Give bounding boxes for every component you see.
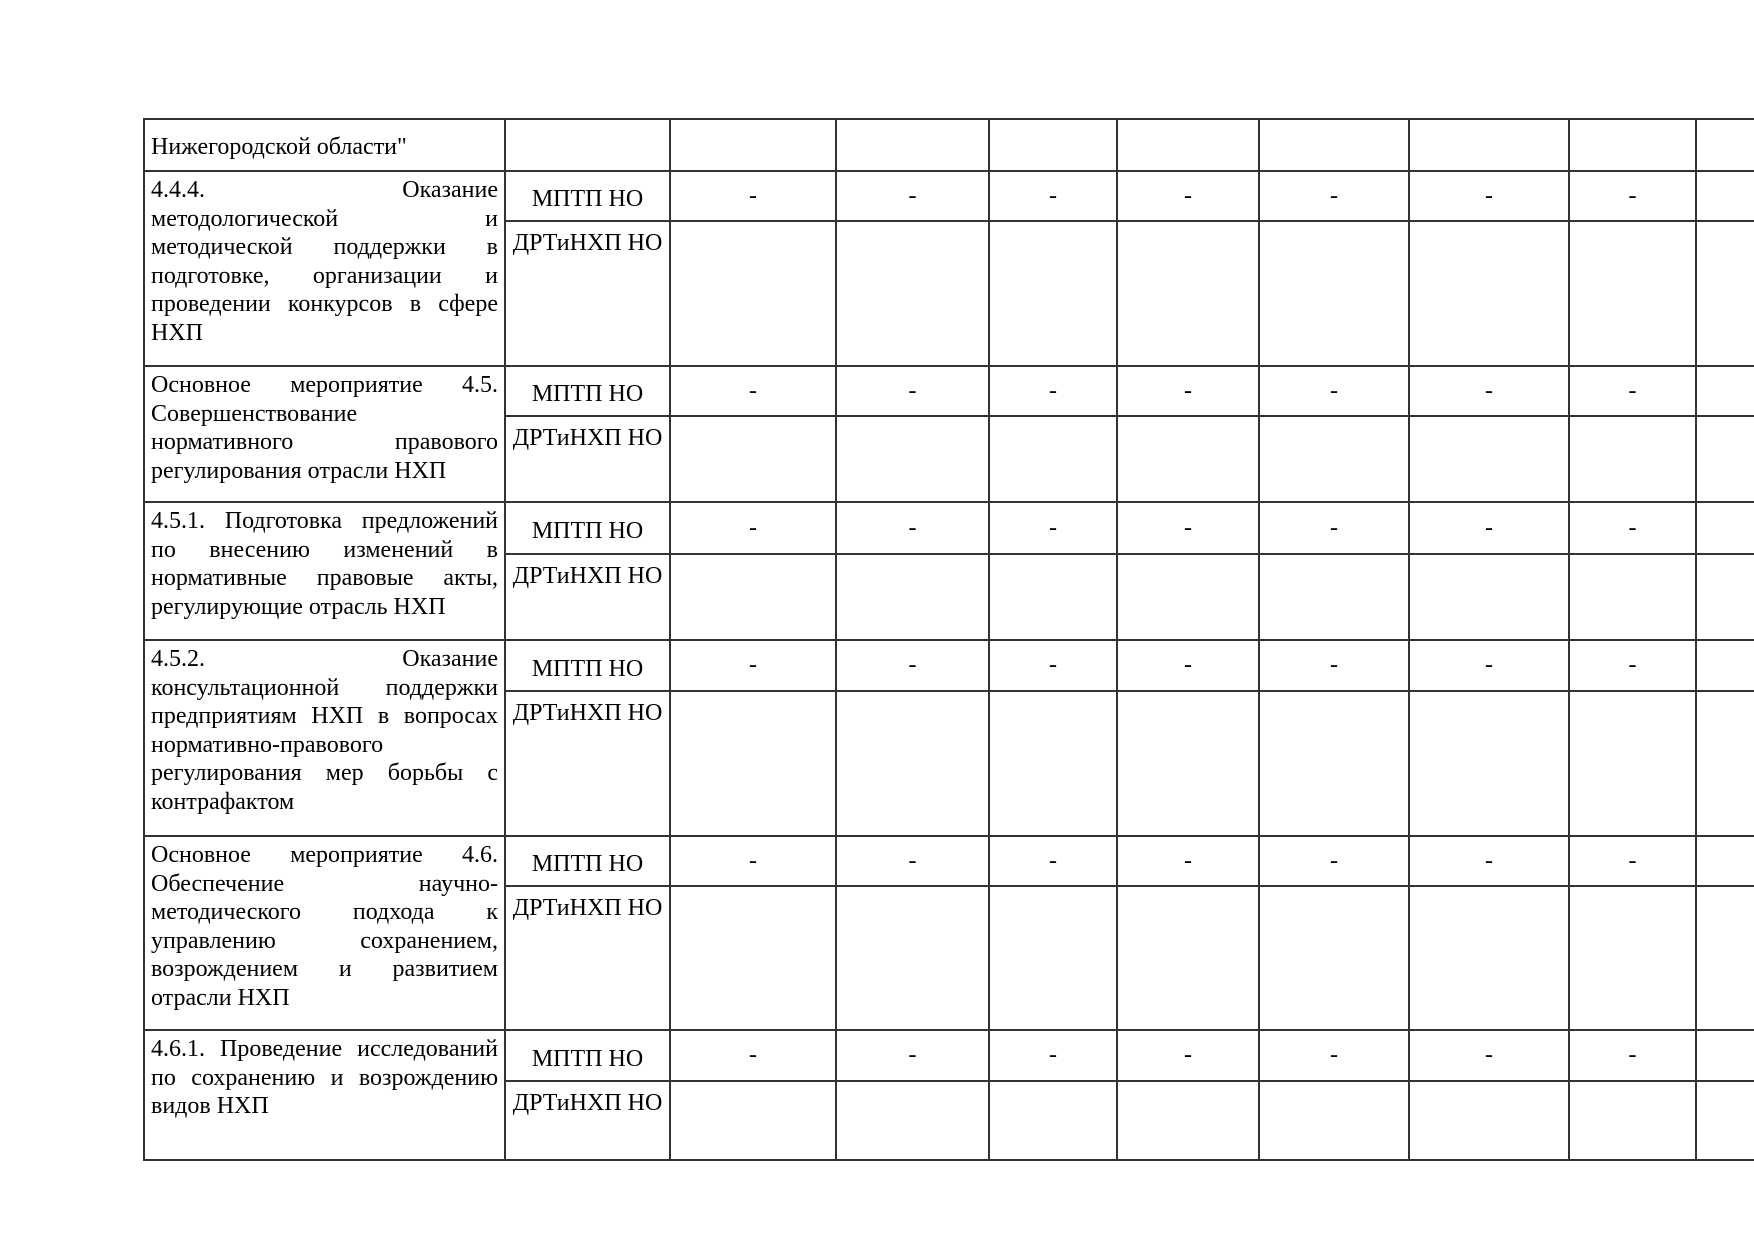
value-cell	[1117, 502, 1259, 554]
value-cell	[1696, 691, 1754, 836]
value-cell	[1409, 366, 1569, 416]
executor-cell	[505, 640, 670, 691]
value-cell	[836, 1030, 989, 1081]
value-cell	[1409, 1030, 1569, 1081]
value-cell	[836, 119, 989, 171]
value-cell	[989, 1030, 1117, 1081]
value-text: -	[1184, 847, 1192, 874]
value-cell	[670, 691, 836, 836]
value-cell	[989, 1081, 1117, 1160]
value-cell	[1117, 554, 1259, 640]
value-cell	[1409, 640, 1569, 691]
value-cell	[670, 1030, 836, 1081]
value-text: -	[1485, 182, 1493, 209]
value-cell	[1259, 554, 1409, 640]
executor-label: МПТП НО	[531, 186, 644, 213]
value-cell	[670, 366, 836, 416]
value-text: -	[1628, 377, 1637, 404]
table-body	[144, 119, 1754, 1160]
value-cell	[1117, 119, 1259, 171]
executor-cell	[505, 1081, 670, 1160]
table-row	[144, 171, 1754, 221]
value-cell	[1259, 366, 1409, 416]
value-cell	[1409, 119, 1569, 171]
value-cell	[1569, 691, 1696, 836]
value-cell	[670, 171, 836, 221]
value-cell	[989, 119, 1117, 171]
value-cell	[1409, 502, 1569, 554]
value-cell	[989, 886, 1117, 1030]
executor-cell	[505, 416, 670, 502]
executor-cell	[505, 691, 670, 836]
executor-label: ДРТиНХП НО	[512, 895, 663, 921]
executor-cell	[505, 119, 670, 171]
activity-description: Основное мероприятие 4.5. Совершенствование нормативного правового регулирования отрасли НХП	[151, 372, 498, 484]
value-cell	[1696, 640, 1754, 691]
value-cell	[670, 836, 836, 886]
activity-description: 4.6.1. Проведение исследований по сохранению и возрождению видов НХП	[151, 1036, 498, 1120]
value-text: -	[1049, 847, 1057, 874]
value-cell	[989, 640, 1117, 691]
table-row	[144, 640, 1754, 691]
value-cell	[1569, 1081, 1696, 1160]
value-cell	[1696, 1081, 1754, 1160]
value-cell	[1409, 886, 1569, 1030]
activity-description-cell	[144, 171, 505, 366]
value-text: -	[908, 377, 917, 404]
value-text: -	[749, 847, 757, 874]
value-cell	[670, 640, 836, 691]
value-cell	[1409, 836, 1569, 886]
value-cell	[1117, 221, 1259, 366]
value-cell	[836, 366, 989, 416]
value-cell	[1696, 554, 1754, 640]
value-cell	[1117, 691, 1259, 836]
value-cell	[1409, 691, 1569, 836]
activity-description: Нижегородской области"	[151, 133, 407, 160]
value-cell	[1569, 640, 1696, 691]
value-cell	[1117, 366, 1259, 416]
value-cell	[1696, 886, 1754, 1030]
value-text: -	[1628, 847, 1637, 874]
value-cell	[1117, 836, 1259, 886]
value-cell	[989, 171, 1117, 221]
value-cell	[1696, 502, 1754, 554]
value-cell	[1117, 1081, 1259, 1160]
value-text: -	[1485, 652, 1493, 679]
value-cell	[1259, 416, 1409, 502]
value-cell	[1696, 1030, 1754, 1081]
activity-description: 4.5.2. Оказание консультационной поддержки предприятиям НХП в вопросах нормативно-правового регулирования мер борьбы с контрафактом	[151, 646, 498, 815]
value-cell	[1696, 366, 1754, 416]
value-cell	[670, 1081, 836, 1160]
value-cell	[1409, 1081, 1569, 1160]
value-text: -	[908, 652, 917, 679]
value-text: -	[1184, 182, 1192, 209]
value-cell	[670, 886, 836, 1030]
value-cell	[836, 1081, 989, 1160]
executor-label: МПТП НО	[531, 381, 644, 408]
value-text: -	[1330, 1042, 1338, 1069]
value-cell	[1569, 502, 1696, 554]
value-cell	[1117, 416, 1259, 502]
value-cell	[1117, 640, 1259, 691]
executor-label: МПТП НО	[531, 1045, 644, 1072]
value-text: -	[908, 847, 917, 874]
executor-label: МПТП НО	[531, 851, 644, 878]
executor-cell	[505, 221, 670, 366]
value-text: -	[1485, 1042, 1493, 1069]
value-cell	[670, 502, 836, 554]
value-text: -	[908, 514, 917, 541]
value-cell	[1569, 366, 1696, 416]
activity-description-cell	[144, 119, 505, 171]
value-cell	[1569, 554, 1696, 640]
value-text: -	[1184, 377, 1192, 404]
executor-label: ДРТиНХП НО	[512, 1090, 663, 1116]
value-cell	[1117, 886, 1259, 1030]
value-cell	[1259, 171, 1409, 221]
activity-description-cell	[144, 1030, 505, 1160]
executor-label: МПТП НО	[531, 655, 644, 682]
value-text: -	[1485, 847, 1493, 874]
value-text: -	[1049, 514, 1057, 541]
value-cell	[1259, 836, 1409, 886]
program-activities-table	[143, 118, 1754, 1161]
value-cell	[1259, 502, 1409, 554]
value-cell	[836, 836, 989, 886]
executor-cell	[505, 1030, 670, 1081]
value-cell	[1569, 886, 1696, 1030]
value-cell	[1259, 1081, 1409, 1160]
value-cell	[1117, 171, 1259, 221]
value-cell	[670, 221, 836, 366]
value-cell	[1569, 171, 1696, 221]
value-cell	[1117, 1030, 1259, 1081]
executor-cell	[505, 171, 670, 221]
value-cell	[670, 416, 836, 502]
activity-description-cell	[144, 640, 505, 836]
value-cell	[1409, 416, 1569, 502]
executor-label: ДРТиНХП НО	[512, 700, 663, 726]
table-row	[144, 119, 1754, 171]
executor-label: ДРТиНХП НО	[512, 230, 663, 256]
value-cell	[1259, 691, 1409, 836]
value-text: -	[1330, 847, 1338, 874]
value-text: -	[1330, 514, 1338, 541]
executor-cell	[505, 554, 670, 640]
value-text: -	[1628, 1042, 1637, 1069]
table-row	[144, 366, 1754, 416]
value-text: -	[1330, 182, 1338, 209]
activity-description: Основное мероприятие 4.6. Обеспечение научно-методического подхода к управлению сохранением, возрождением и развитием отрасли НХП	[151, 842, 498, 1011]
value-text: -	[749, 652, 757, 679]
value-cell	[1409, 171, 1569, 221]
value-text: -	[749, 514, 757, 541]
value-cell	[1569, 1030, 1696, 1081]
executor-label: ДРТиНХП НО	[512, 425, 663, 451]
value-text: -	[1485, 377, 1493, 404]
value-text: -	[749, 1042, 757, 1069]
value-cell	[836, 171, 989, 221]
executor-label: ДРТиНХП НО	[512, 563, 663, 589]
executor-cell	[505, 836, 670, 886]
value-cell	[836, 640, 989, 691]
executor-cell	[505, 502, 670, 554]
value-cell	[1259, 1030, 1409, 1081]
value-cell	[1409, 554, 1569, 640]
value-cell	[1569, 416, 1696, 502]
value-cell	[836, 221, 989, 366]
value-cell	[836, 416, 989, 502]
value-cell	[1259, 221, 1409, 366]
value-cell	[1569, 221, 1696, 366]
value-text: -	[1049, 1042, 1057, 1069]
value-text: -	[1628, 514, 1637, 541]
value-text: -	[1628, 182, 1637, 209]
value-text: -	[1330, 377, 1338, 404]
value-cell	[670, 119, 836, 171]
value-text: -	[1184, 514, 1192, 541]
value-cell	[989, 416, 1117, 502]
activity-description: 4.5.1. Подготовка предложений по внесению изменений в нормативные правовые акты, регулирующие отрасль НХП	[151, 508, 498, 620]
value-text: -	[1184, 1042, 1192, 1069]
value-cell	[989, 836, 1117, 886]
value-text: -	[1049, 182, 1057, 209]
value-text: -	[1049, 652, 1057, 679]
value-cell	[989, 554, 1117, 640]
value-cell	[989, 691, 1117, 836]
value-text: -	[908, 182, 917, 209]
value-cell	[1696, 171, 1754, 221]
value-cell	[1696, 836, 1754, 886]
table-row	[144, 502, 1754, 554]
value-text: -	[1485, 514, 1493, 541]
value-text: -	[1049, 377, 1057, 404]
value-cell	[1696, 416, 1754, 502]
value-cell	[836, 691, 989, 836]
value-cell	[989, 502, 1117, 554]
value-text: -	[1330, 652, 1338, 679]
value-cell	[989, 221, 1117, 366]
value-text: -	[749, 182, 757, 209]
value-cell	[670, 554, 836, 640]
value-cell	[836, 554, 989, 640]
value-cell	[1569, 119, 1696, 171]
value-cell	[989, 366, 1117, 416]
value-cell	[1259, 640, 1409, 691]
activity-description-cell	[144, 502, 505, 640]
table-row	[144, 836, 1754, 886]
value-cell	[1259, 886, 1409, 1030]
executor-label: МПТП НО	[531, 518, 644, 545]
value-text: -	[1628, 652, 1637, 679]
activity-description-cell	[144, 366, 505, 502]
activity-description-cell	[144, 836, 505, 1030]
value-cell	[836, 502, 989, 554]
value-cell	[1409, 221, 1569, 366]
value-text: -	[908, 1042, 917, 1069]
value-cell	[1696, 119, 1754, 171]
executor-cell	[505, 366, 670, 416]
executor-cell	[505, 886, 670, 1030]
value-cell	[836, 886, 989, 1030]
value-text: -	[1184, 652, 1192, 679]
activity-description: 4.4.4. Оказание методологической и методической поддержки в подготовке, организации и проведении конкурсов в сфере НХП	[151, 177, 498, 346]
value-cell	[1569, 836, 1696, 886]
table-row	[144, 1030, 1754, 1081]
value-cell	[1259, 119, 1409, 171]
value-text: -	[749, 377, 757, 404]
value-cell	[1696, 221, 1754, 366]
